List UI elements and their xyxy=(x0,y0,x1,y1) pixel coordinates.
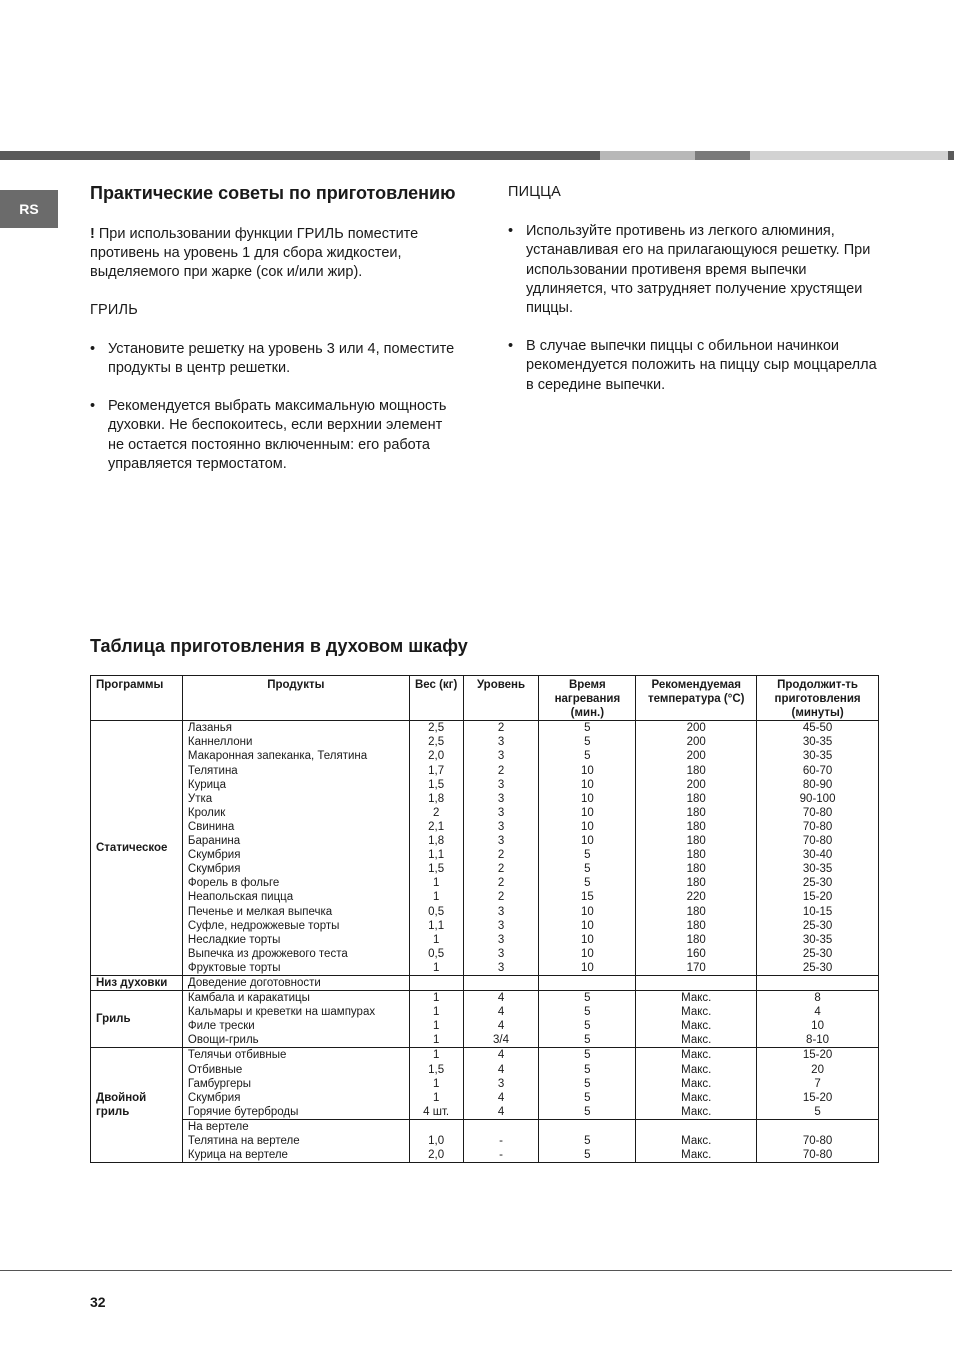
cell-line: 5 xyxy=(584,750,591,763)
cell-line: 3 xyxy=(497,905,505,918)
product-cell xyxy=(182,975,409,990)
cell-line: 5 xyxy=(584,1077,591,1090)
cell-line: 10 xyxy=(580,764,594,777)
weight-cell xyxy=(409,975,463,990)
cell-line: Макаронная запеканка, Телятина xyxy=(187,750,368,763)
cell-line: Гамбургеры xyxy=(187,1077,252,1090)
cell-line: 30-35 xyxy=(802,736,833,749)
cell-line: 5 xyxy=(584,1135,591,1147)
cell-line: 1 xyxy=(432,1091,440,1104)
cell-line: 5 xyxy=(814,1105,821,1118)
cell-line: 7 xyxy=(814,1077,821,1090)
cooking-tips-column xyxy=(90,183,460,474)
cell-line: Макс. xyxy=(681,1006,712,1019)
duration-cell xyxy=(757,991,879,1048)
cell-line: 4 шт. xyxy=(423,1105,450,1118)
cell-line: 3 xyxy=(497,947,505,960)
cell-line: 10 xyxy=(580,919,594,932)
header-program: Программы xyxy=(91,676,183,721)
cell-line: Горячие бутерброды xyxy=(187,1105,299,1118)
table-row xyxy=(91,721,879,976)
cell-line: 3 xyxy=(497,961,505,974)
duration-cell xyxy=(757,1119,879,1162)
cell-line: 1,1 xyxy=(428,849,445,862)
cell-line: Макс. xyxy=(681,1105,712,1118)
cell-line xyxy=(544,976,630,990)
preheat-cell xyxy=(539,1048,636,1119)
level-cell xyxy=(463,991,539,1048)
cell-line: Баранина xyxy=(187,835,241,848)
cell-line: 2 xyxy=(497,877,505,890)
cell-line: 5 xyxy=(584,1020,591,1033)
cell-line: 180 xyxy=(686,849,706,862)
grill-heading: ГРИЛЬ xyxy=(90,301,138,318)
cell-line xyxy=(469,1120,534,1134)
cell-line: 3 xyxy=(497,736,505,749)
cooking-tips-title: Практические советы по приготовлению xyxy=(90,183,456,203)
cell-line: Телятина xyxy=(187,764,238,777)
cell-line: 3 xyxy=(497,933,505,946)
header-level: Уровень xyxy=(463,676,539,721)
cell-line: 30-35 xyxy=(802,933,833,946)
cell-line: 2,5 xyxy=(428,736,445,749)
cell-line: 20 xyxy=(811,1063,824,1076)
cell-line: Макс. xyxy=(681,1135,712,1147)
cell-line: 3 xyxy=(497,750,505,763)
cell-line: 2 xyxy=(432,806,440,819)
duration-cell xyxy=(757,721,879,976)
cell-line: 15 xyxy=(580,891,594,904)
cell-line: 70-80 xyxy=(802,1135,833,1147)
cell-line: 160 xyxy=(686,947,706,960)
pizza-tips-column xyxy=(508,183,888,395)
cell-line: 1 xyxy=(432,992,440,1005)
cell-line: 8 xyxy=(814,992,821,1005)
cell-line: 180 xyxy=(686,806,706,819)
cell-line: Форель в фольге xyxy=(187,877,280,890)
level-cell xyxy=(463,1048,539,1119)
cell-line: 70-80 xyxy=(802,835,833,848)
cell-line xyxy=(762,1120,873,1134)
cell-line: 5 xyxy=(584,863,591,876)
pizza-tip-2: • В случае выпечки пиццы с обильнои начинкои рекомендуется положить на пиццу сыр моццарелла в середине выпечки. xyxy=(508,338,877,393)
temperature-cell xyxy=(636,1119,757,1162)
cell-line: 4 xyxy=(497,1105,505,1118)
cell-line: 15-20 xyxy=(802,1049,833,1062)
cell-line: Каннеллони xyxy=(187,736,253,749)
product-cell xyxy=(182,1119,409,1162)
cell-line: 10 xyxy=(580,820,594,833)
cell-line: Филе трески xyxy=(187,1020,255,1033)
cell-line: 10 xyxy=(811,1020,824,1033)
cell-line: 5 xyxy=(584,992,591,1005)
cell-line: 3 xyxy=(497,1077,505,1090)
cell-line: 4 xyxy=(497,1006,505,1019)
cell-line: 15-20 xyxy=(802,1091,833,1104)
cell-line: 70-80 xyxy=(802,806,833,819)
cell-line: На вертеле xyxy=(187,1120,249,1133)
cell-line: 4 xyxy=(497,1049,505,1062)
cell-line: 2 xyxy=(497,863,505,876)
cell-line: 10 xyxy=(580,806,594,819)
cell-line: Скумбрия xyxy=(187,863,241,876)
cell-line: Скумбрия xyxy=(187,849,241,862)
grill-warning: ! При использовании функции ГРИЛЬ поместите противень на уровень 1 для сбора жидкостеи, выделяемого при жарке (сок и/или жир). xyxy=(90,226,419,281)
cell-line xyxy=(641,1120,751,1134)
cell-line: 200 xyxy=(686,722,706,735)
cell-line: 5 xyxy=(584,1105,591,1118)
cell-line: 2,5 xyxy=(428,722,445,735)
cell-line: Скумбрия xyxy=(187,1091,241,1104)
product-cell xyxy=(182,1048,409,1119)
preheat-cell xyxy=(539,1119,636,1162)
cell-line: 1,5 xyxy=(428,778,445,791)
cell-line: 8-10 xyxy=(806,1034,830,1047)
header-color-bar xyxy=(0,151,954,160)
cell-line: Печенье и мелкая выпечка xyxy=(187,905,333,918)
cell-line: Макс. xyxy=(681,992,712,1005)
cell-line: Выпечка из дрожжевого теста xyxy=(187,947,348,960)
cell-line: 170 xyxy=(686,961,706,974)
cell-line: 4 xyxy=(497,1091,505,1104)
cell-line: Суфле, недрожжевые торты xyxy=(187,919,340,932)
program-cell: Гриль xyxy=(91,991,183,1048)
cell-line: 180 xyxy=(686,919,706,932)
cell-line: Доведение доготовности xyxy=(187,976,321,989)
cell-line: 4 xyxy=(497,992,505,1005)
cell-line: 3 xyxy=(497,820,505,833)
grill-tip-2: • Рекомендуется выбрать максимальную мощность духовки. Не беспокоитесь, если верхнии элемент не остается постоянно включенным: его работа управляется термостатом. xyxy=(90,398,447,472)
header-preheat: Время нагревания (мин.) xyxy=(539,676,636,721)
cell-line: 10 xyxy=(580,835,594,848)
cell-line: 2,1 xyxy=(428,820,445,833)
cell-line: 60-70 xyxy=(802,764,833,777)
page-number: 32 xyxy=(90,1294,106,1310)
bullet-icon: • xyxy=(508,223,514,240)
cell-line: 1 xyxy=(432,891,440,904)
cell-line: Утка xyxy=(187,792,213,805)
cell-line: Камбала и каракатицы xyxy=(187,992,310,1005)
cell-line: 2 xyxy=(497,849,505,862)
cell-line: 45-50 xyxy=(802,722,833,735)
cell-line: 10 xyxy=(580,947,594,960)
cell-line: Телятина на вертеле xyxy=(187,1135,300,1147)
cell-line: Свинина xyxy=(187,820,235,833)
program-cell: Двойной гриль xyxy=(91,1048,183,1163)
cell-line: 1 xyxy=(432,1006,440,1019)
cell-line: 180 xyxy=(686,764,706,777)
header-temperature: Рекомендуемая температура (°C) xyxy=(636,676,757,721)
cell-line: 200 xyxy=(686,778,706,791)
duration-cell xyxy=(757,975,879,990)
product-cell xyxy=(182,721,409,976)
cell-line: 10 xyxy=(580,905,594,918)
header-products: Продукты xyxy=(182,676,409,721)
cell-line xyxy=(415,976,458,990)
cell-line: 3 xyxy=(497,778,505,791)
bullet-icon: • xyxy=(90,398,96,415)
cell-line: 10 xyxy=(580,792,594,805)
cell-line: 70-80 xyxy=(802,820,833,833)
cell-line: 1,1 xyxy=(428,919,445,932)
table-header-row xyxy=(91,676,879,721)
weight-cell xyxy=(409,721,463,976)
cell-line: 2 xyxy=(497,891,505,904)
cell-line: 10-15 xyxy=(802,905,833,918)
cell-line: 4 xyxy=(814,1006,821,1019)
cell-line: 180 xyxy=(686,820,706,833)
temperature-cell xyxy=(636,991,757,1048)
cell-line: Телячьи отбивные xyxy=(187,1049,287,1062)
warning-icon: ! xyxy=(90,226,95,242)
cell-line: 4 xyxy=(497,1020,505,1033)
cell-line: Неапольская пицца xyxy=(187,891,294,904)
cell-line: 5 xyxy=(584,1149,591,1162)
cell-line: 1 xyxy=(432,961,440,974)
cell-line: Кролик xyxy=(187,806,226,819)
language-tab: RS xyxy=(0,190,58,228)
cell-line: 25-30 xyxy=(802,947,833,960)
cell-line xyxy=(469,976,534,990)
cell-line: 1 xyxy=(432,1077,440,1090)
cell-line: Макс. xyxy=(681,1020,712,1033)
cell-line: 180 xyxy=(686,905,706,918)
cell-line: 1,5 xyxy=(428,863,445,876)
cell-line: 25-30 xyxy=(802,877,833,890)
cell-line: 200 xyxy=(686,750,706,763)
program-cell: Статическое xyxy=(91,721,183,976)
cell-line: 80-90 xyxy=(802,778,833,791)
cell-line: 5 xyxy=(584,1006,591,1019)
cell-line: 180 xyxy=(686,863,706,876)
bullet-icon: • xyxy=(90,340,96,357)
preheat-cell xyxy=(539,991,636,1048)
cell-line: Макс. xyxy=(681,1077,712,1090)
cell-line: 25-30 xyxy=(802,919,833,932)
cell-line: 5 xyxy=(584,736,591,749)
cell-line: 1 xyxy=(432,877,440,890)
cell-line: 2 xyxy=(497,764,505,777)
cell-line: 220 xyxy=(686,891,706,904)
cell-line: 1,7 xyxy=(428,764,445,777)
grill-tip-1: • Установите решетку на уровень 3 или 4, поместите продукты в центр решетки. xyxy=(90,340,455,377)
cell-line: 180 xyxy=(686,933,706,946)
cell-line: 0,5 xyxy=(428,947,445,960)
preheat-cell xyxy=(539,975,636,990)
cell-line xyxy=(641,976,751,990)
cell-line: 1,0 xyxy=(428,1135,445,1147)
cell-line: 25-30 xyxy=(802,961,833,974)
cooking-table xyxy=(90,675,879,1163)
cell-line: 15-20 xyxy=(802,891,833,904)
level-cell xyxy=(463,975,539,990)
cell-line: 5 xyxy=(584,1049,591,1062)
cell-line: 180 xyxy=(686,792,706,805)
level-cell xyxy=(463,1119,539,1162)
cell-line: Макс. xyxy=(681,1049,712,1062)
temperature-cell xyxy=(636,1048,757,1119)
cell-line: 10 xyxy=(580,933,594,946)
cell-line: Курица xyxy=(187,778,227,791)
cell-line: 30-35 xyxy=(802,863,833,876)
header-duration: Продолжит-ть приготовления (минуты) xyxy=(757,676,879,721)
cooking-table-title: Таблица приготовления в духовом шкафу xyxy=(90,636,468,656)
cell-line: 5 xyxy=(584,849,591,862)
cell-line: 5 xyxy=(584,1091,591,1104)
cell-line: 1 xyxy=(432,1049,440,1062)
cell-line xyxy=(762,976,873,990)
pizza-tip-1: • Используйте противень из легкого алюминия, устанавливая его на прилагающуюся решетку. При использовании противеня время выпечки удлиняется, что затрудняет получение хрустящеи пиццы. xyxy=(508,223,871,317)
header-weight: Вес (кг) xyxy=(409,676,463,721)
cell-line: Курица на вертеле xyxy=(187,1149,288,1162)
cell-line: 90-100 xyxy=(799,792,836,805)
cell-line: 2,0 xyxy=(428,750,445,763)
footer-divider xyxy=(0,1270,952,1271)
table-row xyxy=(91,1119,879,1162)
cell-line: 3 xyxy=(497,806,505,819)
cell-line: 30-35 xyxy=(802,750,833,763)
cell-line: 180 xyxy=(686,835,706,848)
cell-line: 200 xyxy=(686,736,706,749)
cell-line: 3/4 xyxy=(493,1034,510,1047)
program-cell: Низ духовки xyxy=(91,975,183,990)
cell-line xyxy=(415,1120,458,1134)
table-row xyxy=(91,991,879,1048)
temperature-cell xyxy=(636,721,757,976)
cell-line xyxy=(544,1120,630,1134)
cell-line: 3 xyxy=(497,792,505,805)
cell-line: 5 xyxy=(584,1063,591,1076)
cell-line: 10 xyxy=(580,778,594,791)
table-row xyxy=(91,975,879,990)
table-row xyxy=(91,1048,879,1119)
cell-line: - xyxy=(499,1149,503,1162)
cell-line: Макс. xyxy=(681,1063,712,1076)
cell-line: 70-80 xyxy=(802,1149,833,1162)
cell-line: 1 xyxy=(432,1034,440,1047)
cell-line: Макс. xyxy=(681,1091,712,1104)
weight-cell xyxy=(409,1119,463,1162)
preheat-cell xyxy=(539,721,636,976)
cell-line: Лазанья xyxy=(187,722,232,735)
pizza-heading: ПИЦЦА xyxy=(508,184,561,200)
bullet-icon: • xyxy=(508,338,514,355)
cell-line: Несладкие торты xyxy=(187,933,281,946)
cell-line: - xyxy=(499,1135,503,1147)
cell-line: 2,0 xyxy=(428,1149,445,1162)
cell-line: Кальмары и креветки на шампурах xyxy=(187,1006,376,1019)
cell-line: 5 xyxy=(584,1034,591,1047)
cell-line: 3 xyxy=(497,835,505,848)
cell-line: Макс. xyxy=(681,1149,712,1162)
cell-line: 30-40 xyxy=(802,849,833,862)
cell-line: 1,8 xyxy=(428,835,445,848)
cell-line: 3 xyxy=(497,919,505,932)
weight-cell xyxy=(409,991,463,1048)
cell-line: 1,8 xyxy=(428,792,445,805)
cell-line: Фруктовые торты xyxy=(187,961,281,974)
cell-line: 5 xyxy=(584,877,591,890)
cell-line: 5 xyxy=(584,722,591,735)
temperature-cell xyxy=(636,975,757,990)
product-cell xyxy=(182,991,409,1048)
cell-line: 0,5 xyxy=(428,905,445,918)
cell-line: Макс. xyxy=(681,1034,712,1047)
weight-cell xyxy=(409,1048,463,1119)
cell-line: 10 xyxy=(580,961,594,974)
cell-line: Отбивные xyxy=(187,1063,243,1076)
cell-line: Овощи-гриль xyxy=(187,1034,259,1047)
level-cell xyxy=(463,721,539,976)
duration-cell xyxy=(757,1048,879,1119)
cell-line: 2 xyxy=(497,722,505,735)
cell-line: 4 xyxy=(497,1063,505,1076)
cell-line: 180 xyxy=(686,877,706,890)
cell-line: 1,5 xyxy=(428,1063,445,1076)
cell-line: 1 xyxy=(432,1020,440,1033)
cell-line: 1 xyxy=(432,933,440,946)
